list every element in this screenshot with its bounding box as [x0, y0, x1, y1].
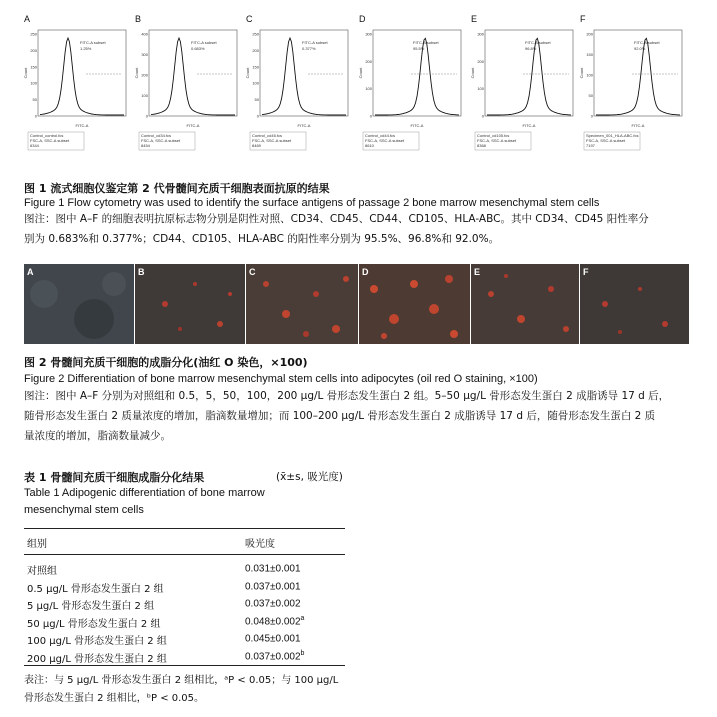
absorbance-value: 0.037±0.001: [245, 580, 301, 592]
table-cell-group: 5 μg/L 骨形态发生蛋白 2 组: [27, 601, 155, 612]
y-tick-label: 0: [34, 113, 37, 119]
table-cell-absorbance: [245, 580, 301, 592]
gate-subset-label: FITC-A subset: [80, 40, 106, 45]
flow-panel-f: [580, 14, 688, 164]
y-tick-label: 0: [590, 113, 593, 119]
y-axis-label: Count: [470, 67, 475, 79]
table-footnote-line-1: 表注：与 5 μg/L 骨形态发生蛋白 2 组相比，ᵃP < 0.05；与 100 μg/L: [24, 675, 339, 686]
significance-marker: b: [300, 649, 305, 657]
y-tick-label: 50: [254, 97, 259, 103]
y-tick-label: 250: [30, 31, 37, 37]
micrograph-b-texture: [135, 264, 245, 344]
sample-info-line: FSC-A, SSC-A subset: [477, 138, 517, 143]
table-row: [24, 613, 354, 630]
y-tick-label: 100: [141, 93, 148, 98]
y-tick-label: 100: [30, 80, 37, 86]
sample-info-line: Control_cd105.fcs: [477, 133, 510, 138]
flow-panel-a: [24, 14, 132, 164]
sample-info-line: 8454: [141, 143, 150, 148]
figure-2-note-line-3: 量浓度的增加，脂滴数量减少。: [24, 430, 171, 442]
table-mid-rule: [24, 554, 345, 555]
gate-subset-label: FITC-A subset: [191, 40, 217, 45]
table-cell-group: 对照组: [27, 566, 57, 577]
y-axis-label: Count: [23, 67, 28, 79]
y-tick-label: 400: [141, 31, 148, 37]
gate-percentage: 96.8%: [525, 46, 537, 51]
table-header-absorbance: 吸光度: [245, 539, 275, 550]
micrograph-label-a: A: [27, 267, 34, 277]
y-tick-label: 200: [252, 47, 259, 53]
gate-percentage: 1.25%: [80, 46, 92, 51]
table-1-stat-note: (x̄±s, 吸光度): [276, 471, 343, 483]
gate-subset-label: FITC-A subset: [525, 40, 551, 45]
micrograph-label-b: B: [138, 267, 145, 277]
y-tick-label: 200: [477, 58, 484, 64]
table-header-row: [24, 533, 354, 550]
y-tick-label: 50: [588, 93, 593, 98]
table-bottom-rule: [24, 665, 345, 666]
micrograph-panel-c: [246, 264, 358, 344]
table-cell-group: 0.5 μg/L 骨形态发生蛋白 2 组: [27, 583, 164, 595]
sample-info-line: Specimen_001_HLA-ABC.fcs: [586, 133, 639, 138]
gate-subset-label: FITC-A subset: [634, 40, 660, 45]
table-1-title-cn: 表 1 骨髓间充质干细胞成脂分化结果: [24, 471, 205, 484]
table-cell-group: 100 μg/L 骨形态发生蛋白 2 组: [27, 636, 167, 647]
absorbance-value: 0.045±0.001: [245, 633, 301, 645]
table-cell-absorbance: [245, 562, 301, 574]
flow-panel-label: A: [24, 14, 31, 24]
micrograph-panel-b: [135, 264, 245, 344]
micrograph-label-c: C: [249, 267, 256, 277]
table-row: [24, 578, 354, 595]
sample-info-line: 7197: [586, 143, 595, 148]
table-footnote-line-2: 骨形态发生蛋白 2 组相比，ᵇP < 0.05。: [24, 693, 205, 704]
sample-info-line: 8610: [365, 143, 374, 148]
y-tick-label: 0: [481, 113, 484, 119]
figure-2-note-line-1: 图注：图中 A–F 分别为对照组和 0.5，5，50，100，200 μg/L 骨形态发生蛋白 2 组。5–50 μg/L 骨形态发生蛋白 2 成脂诱导 17 d 后，: [24, 390, 670, 402]
table-row: [24, 595, 354, 612]
flow-histogram-e: [471, 14, 579, 164]
x-axis-label: FITC-A: [75, 123, 89, 128]
gate-subset-label: FITC-A subset: [302, 40, 328, 45]
y-tick-label: 300: [365, 31, 372, 37]
figure-1-note-line-2: 别为 0.683%和 0.377%；CD44、CD105、HLA-ABC 的阳性率分别为 95.5%、96.8%和 92.0%。: [24, 233, 500, 245]
y-tick-label: 0: [256, 113, 259, 119]
table-header-group: 组别: [27, 539, 47, 550]
flow-panel-e: [471, 14, 579, 164]
x-axis-label: FITC-A: [522, 123, 536, 128]
y-tick-label: 150: [252, 64, 259, 70]
micrograph-a-texture: [24, 264, 134, 344]
figure-2-note-line-2: 随骨形态发生蛋白 2 质量浓度的增加，脂滴数量增加；而 100–200 μg/L 骨形态发生蛋白 2 成脂诱导 17 d 后，随骨形态发生蛋白 2 质: [24, 410, 656, 422]
y-tick-label: 200: [30, 47, 37, 53]
table-row: [24, 630, 354, 647]
micrograph-c-texture: [246, 264, 358, 344]
table-row: [24, 560, 354, 577]
flow-panel-b: [135, 14, 243, 164]
sample-info-line: 8368: [477, 143, 486, 148]
table-cell-absorbance: [245, 650, 304, 662]
figure-1-caption-cn: 图 1 流式细胞仪鉴定第 2 代骨髓间充质干细胞表面抗原的结果: [24, 182, 330, 195]
table-top-rule: [24, 528, 345, 529]
x-axis-label: FITC-A: [297, 123, 311, 128]
micrograph-label-e: E: [474, 267, 481, 277]
flow-histogram-c: [246, 14, 354, 164]
sample-info-line: Control_control.fcs: [30, 133, 64, 138]
gate-percentage: 92.0%: [634, 46, 646, 51]
table-1-title-en-line-1: Table 1 Adipogenic differentiation of bone marrow: [24, 487, 265, 499]
sample-info-line: 6344: [30, 143, 39, 148]
table-cell-absorbance: [245, 615, 304, 627]
figure-1-note-line-1: 图注：图中 A–F 的细胞表明抗原标志物分别是阴性对照、CD34、CD45、CD44、CD105、HLA-ABC。其中 CD34、CD45 阳性率分: [24, 213, 649, 225]
y-axis-label: Count: [358, 67, 363, 79]
figure-1-caption-en: Figure 1 Flow cytometry was used to identify the surface antigens of passage 2 bone marrow mesenchymal stem cells: [24, 197, 600, 209]
sample-info-line: FSC-A, SSC-A subset: [30, 138, 70, 143]
y-tick-label: 0: [369, 113, 372, 119]
micrograph-d-texture: [359, 264, 470, 344]
gate-subset-label: FITC-A subset: [413, 40, 439, 45]
gate-percentage: 95.5%: [413, 46, 425, 51]
y-tick-label: 300: [141, 52, 148, 57]
table-row: [24, 648, 354, 665]
y-tick-label: 250: [252, 31, 259, 37]
sample-info-line: Control_cd44.fcs: [365, 133, 396, 138]
y-tick-label: 200: [365, 58, 372, 64]
y-tick-label: 150: [30, 64, 37, 70]
micrograph-label-f: F: [583, 267, 589, 277]
x-axis-label: FITC-A: [410, 123, 424, 128]
y-tick-label: 300: [477, 31, 484, 37]
flow-panel-label: E: [471, 14, 478, 24]
table-cell-absorbance: [245, 632, 301, 644]
y-tick-label: 100: [252, 80, 259, 86]
y-tick-label: 200: [586, 31, 593, 37]
sample-info-line: Control_cd34.fcs: [141, 133, 172, 138]
table-1-title-en-line-2: mesenchymal stem cells: [24, 504, 144, 516]
absorbance-value: 0.037±0.002: [245, 650, 301, 662]
sample-info-line: Control_cd45.fcs: [252, 133, 283, 138]
table-cell-absorbance: [245, 597, 301, 609]
sample-info-line: 8469: [252, 143, 261, 148]
micrograph-panel-e: [471, 264, 579, 344]
y-axis-label: Count: [579, 67, 584, 79]
y-tick-label: 50: [32, 97, 37, 103]
micrograph-e-texture: [471, 264, 579, 344]
y-axis-label: Count: [134, 67, 139, 79]
table-cell-group: 50 μg/L 骨形态发生蛋白 2 组: [27, 618, 161, 630]
flow-panel-d: [359, 14, 467, 164]
sample-info-line: FSC-A, SSC-A subset: [365, 138, 405, 143]
x-axis-label: FITC-A: [631, 123, 645, 128]
flow-histogram-d: [359, 14, 467, 164]
y-axis-label: Count: [245, 67, 250, 79]
y-tick-label: 0: [145, 113, 148, 119]
flow-panel-label: B: [135, 14, 142, 24]
x-axis-label: FITC-A: [186, 123, 200, 128]
micrograph-panel-a: [24, 264, 134, 344]
figure-2-caption-en: Figure 2 Differentiation of bone marrow mesenchymal stem cells into adipocytes (oil red O staining, ×100): [24, 373, 538, 385]
micrograph-label-d: D: [362, 267, 369, 277]
table-cell-group: 200 μg/L 骨形态发生蛋白 2 组: [27, 653, 167, 665]
flow-panel-c: [246, 14, 354, 164]
sample-info-line: FSC-A, SSC-A subset: [141, 138, 181, 143]
y-tick-label: 200: [141, 72, 148, 78]
y-tick-label: 100: [586, 72, 593, 78]
flow-histogram-b: [135, 14, 243, 164]
micrograph-f-texture: [580, 264, 689, 344]
flow-histogram-a: [24, 14, 132, 164]
gate-percentage: 0.683%: [191, 46, 205, 51]
y-tick-label: 150: [586, 52, 593, 57]
micrograph-panel-d: [359, 264, 470, 344]
micrograph-panel-f: [580, 264, 689, 344]
figure-2-caption-cn: 图 2 骨髓间充质干细胞的成脂分化(油红 O 染色，×100): [24, 356, 308, 369]
gate-percentage: 0.377%: [302, 46, 316, 51]
flow-panel-label: F: [580, 14, 586, 24]
significance-marker: a: [300, 614, 305, 622]
flow-histogram-f: [580, 14, 688, 164]
y-tick-label: 100: [365, 86, 372, 92]
absorbance-value: 0.037±0.002: [245, 598, 301, 610]
sample-info-line: FSC-A, SSC-A subset: [252, 138, 292, 143]
sample-info-line: FSC-A, SSC-A subset: [586, 138, 626, 143]
absorbance-value: 0.048±0.002: [245, 615, 301, 627]
absorbance-value: 0.031±0.001: [245, 563, 301, 575]
flow-panel-label: D: [359, 14, 366, 24]
y-tick-label: 100: [477, 86, 484, 92]
flow-panel-label: C: [246, 14, 253, 24]
